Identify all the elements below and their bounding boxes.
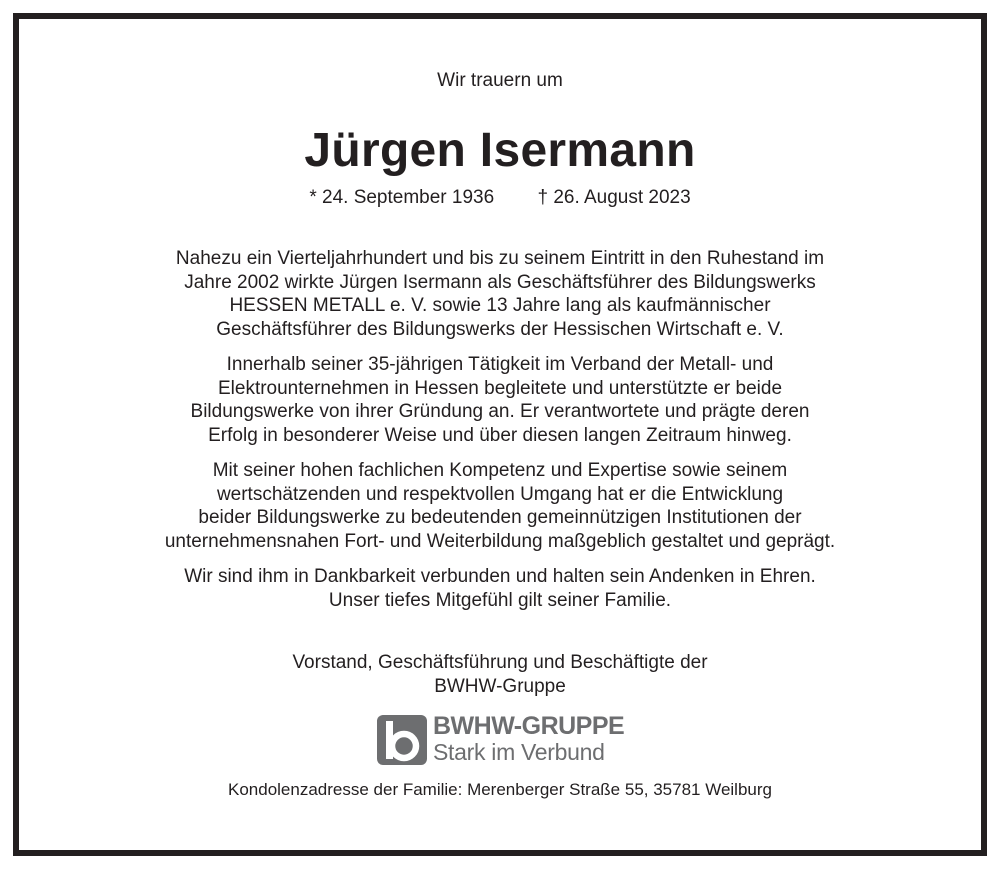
tribute-paragraph-3 xyxy=(19,459,981,553)
obituary-notice xyxy=(19,19,981,850)
text-line: Nahezu ein Vierteljahrhundert und bis zu seinem Eintritt in den Ruhestand im xyxy=(175,248,825,269)
death-date: † 26. August 2023 xyxy=(537,187,691,208)
bwhw-logo xyxy=(377,713,637,769)
text-line: unternehmensnahen Fort- und Weiterbildung maßgeblich gestaltet und geprägt. xyxy=(164,530,836,552)
signature-line: Vorstand, Geschäftsführung und Beschäftigte der xyxy=(292,652,708,673)
text-line: Erfolg in besonderer Weise und über diesen langen Zeitraum hinweg. xyxy=(208,424,792,446)
text-line: wertschätzenden und respektvollen Umgang hat er die Entwicklung xyxy=(216,483,784,505)
b-letter-logo-icon xyxy=(377,715,427,765)
intro-text: Wir trauern um xyxy=(437,70,563,91)
condolence-address: Kondolenzadresse der Familie: Merenberger Straße 55, 35781 Weilburg xyxy=(228,780,772,799)
text-line: Geschäftsführer des Bildungswerks der Hessischen Wirtschaft e. V. xyxy=(216,318,784,340)
birth-date: * 24. September 1936 xyxy=(309,187,495,208)
text-line: HESSEN METALL e. V. sowie 13 Jahre lang als kaufmännischer xyxy=(229,295,771,316)
signature-organization: BWHW-Gruppe xyxy=(434,675,566,697)
text-line: Unser tiefes Mitgefühl gilt seiner Familie. xyxy=(328,589,672,611)
tribute-paragraph-1 xyxy=(19,247,981,341)
tribute-paragraph-2 xyxy=(19,353,981,447)
logo-wordmark xyxy=(433,713,624,765)
logo-slogan: Stark im Verbund xyxy=(433,739,605,765)
tribute-paragraph-4 xyxy=(19,565,981,612)
text-line: Wir sind ihm in Dankbarkeit verbunden und halten sein Andenken in Ehren. xyxy=(184,566,816,587)
text-line: Jahre 2002 wirkte Jürgen Isermann als Geschäftsführer des Bildungswerks xyxy=(184,271,816,293)
text-line: beider Bildungswerke zu bedeutenden gemeinnützigen Institutionen der xyxy=(198,507,802,528)
tribute-text xyxy=(19,247,981,624)
logo-title: BWHW-GRUPPE xyxy=(433,712,625,740)
text-line: Elektrounternehmen in Hessen begleitete und unterstützte er beide xyxy=(217,377,783,399)
life-dates xyxy=(19,186,981,210)
text-line: Bildungswerke von ihrer Gründung an. Er verantwortete und prägte deren xyxy=(190,401,810,422)
deceased-name: Jürgen Isermann xyxy=(304,124,696,177)
text-line: Mit seiner hohen fachlichen Kompetenz und Expertise sowie seinem xyxy=(212,460,788,481)
signature-block xyxy=(19,651,981,698)
text-line: Innerhalb seiner 35-jährigen Tätigkeit im Verband der Metall- und xyxy=(226,354,774,375)
